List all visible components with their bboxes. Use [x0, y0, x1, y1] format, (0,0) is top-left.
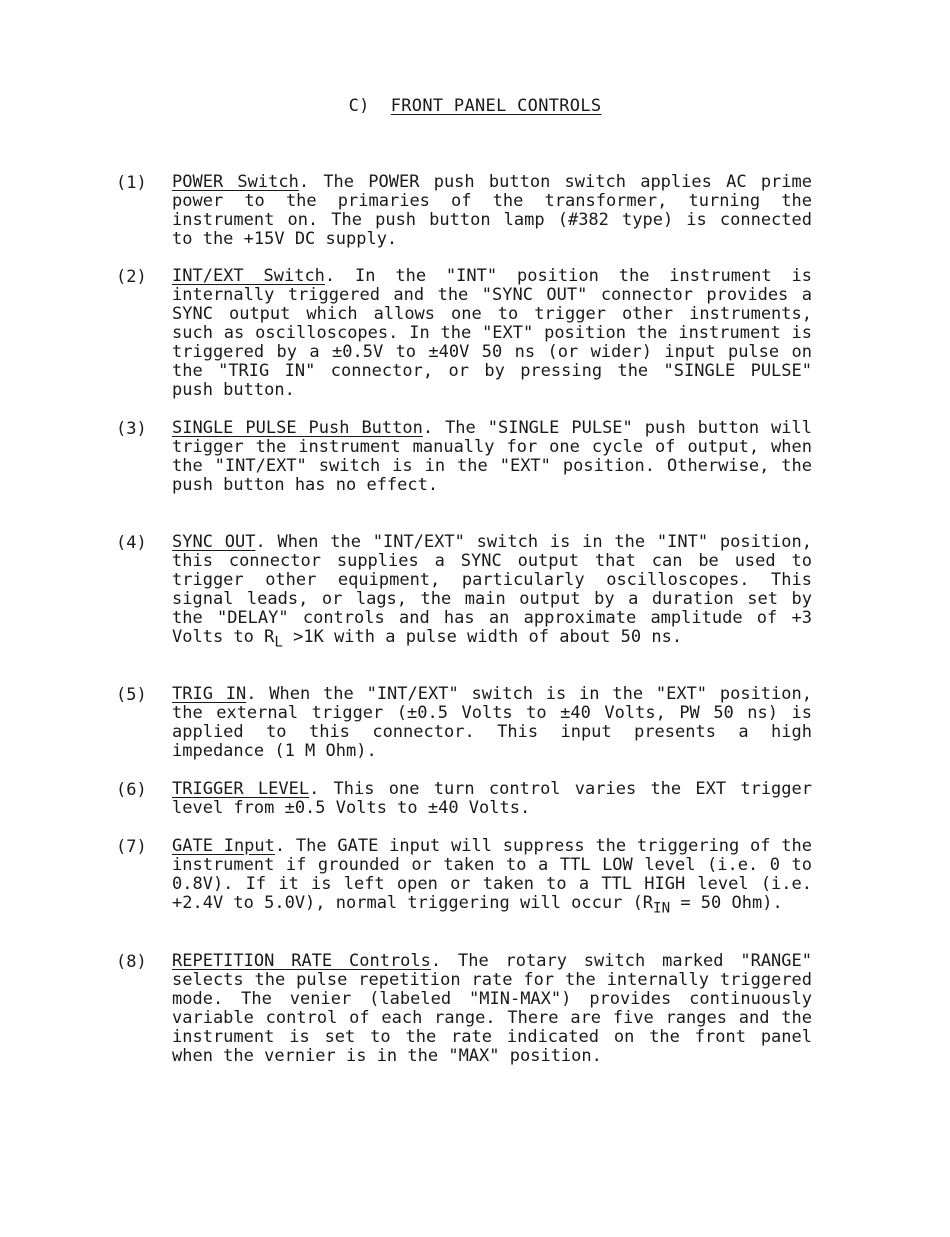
item-body: . The rotary switch marked "RANGE" selects the pulse repetition rate for the internally triggered mode. The venier (labeled "MIN-MAX") provides continuously variable control of each range. There are five ranges and the instrument is set to the rate indicated on the front panel when the vernier is in the "MAX" position. — [172, 951, 812, 1066]
item-body: >1K with a pulse width of about 50 ns. — [282, 627, 683, 647]
item-body: . This one turn control varies the EXT trigger level from ±0.5 Volts to ±40 Volts. — [172, 779, 812, 818]
item-body: . The GATE input will suppress the triggering of the instrument if grounded or taken to a TTL LOW level (i.e. 0 to 0.8V). If it is left open or taken to a TTL HIGH level (i.e. +2.4V to 5.0V), normal triggering will occur (R — [172, 836, 812, 913]
item-body: = 50 Ohm). — [670, 893, 783, 913]
item-paragraph — [172, 267, 812, 400]
item-term: INT/EXT Switch — [172, 266, 325, 286]
item-body: . When the "INT/EXT" switch is in the "INT" position, this connector supplies a SYNC output that can be used to trigger other equipment, particularly oscilloscopes. This signal leads, or lags, the main output by a duration set by the "DELAY" controls and has an approximate amplitude of +3 Volts to R — [172, 532, 812, 647]
item-term: SYNC OUT — [172, 532, 256, 552]
item-number: (4) — [116, 533, 147, 553]
section-heading — [0, 96, 950, 116]
item-body: . The "SINGLE PULSE" push button will trigger the instrument manually for one cycle of output, when the "INT/EXT" switch is in the "EXT" position. Otherwise, the push button has no effect. — [172, 418, 812, 495]
item-body: . When the "INT/EXT" switch is in the "EXT" position, the external trigger (±0.5 Volts to ±40 Volts, PW 50 ns) is applied to this connector. This input presents a high impedance (1 M Ohm). — [172, 684, 812, 761]
item-paragraph — [172, 837, 812, 918]
item-number: (1) — [116, 173, 147, 193]
item-paragraph — [172, 952, 812, 1066]
item-number: (8) — [116, 952, 147, 972]
item-number: (2) — [116, 267, 147, 287]
item-body: . In the "INT" position the instrument is internally triggered and the "SYNC OUT" connector provides a SYNC output which allows one to trigger other instruments, such as oscilloscopes. In the "EXT" position the instrument is triggered by a ±0.5V to ±40V 50 ns (or wider) input pulse on the "TRIG IN" connector, or by pressing the "SINGLE PULSE" push button. — [172, 266, 812, 400]
item-term: SINGLE PULSE Push Button — [172, 418, 423, 438]
item-term: POWER Switch — [172, 172, 299, 192]
item-term: GATE Input — [172, 836, 275, 856]
item-subscript: L — [274, 634, 283, 651]
item-paragraph — [172, 533, 812, 652]
section-prefix: C) — [348, 96, 370, 116]
item-number: (7) — [116, 837, 147, 857]
item-number: (6) — [116, 780, 147, 800]
section-title: FRONT PANEL CONTROLS — [390, 96, 602, 116]
item-subscript: IN — [653, 900, 671, 917]
item-paragraph — [172, 780, 812, 818]
item-paragraph — [172, 685, 812, 761]
item-paragraph — [172, 419, 812, 495]
item-number: (5) — [116, 685, 147, 705]
item-number: (3) — [116, 419, 147, 439]
item-paragraph — [172, 173, 812, 249]
item-term: REPETITION RATE Controls — [172, 951, 431, 971]
item-term: TRIG IN — [172, 684, 247, 704]
item-term: TRIGGER LEVEL — [172, 779, 310, 799]
item-body: . The POWER push button switch applies AC prime power to the primaries of the transformer, turning the instrument on. The push button lamp (#382 type) is connected to the +15V DC supply. — [172, 172, 812, 249]
